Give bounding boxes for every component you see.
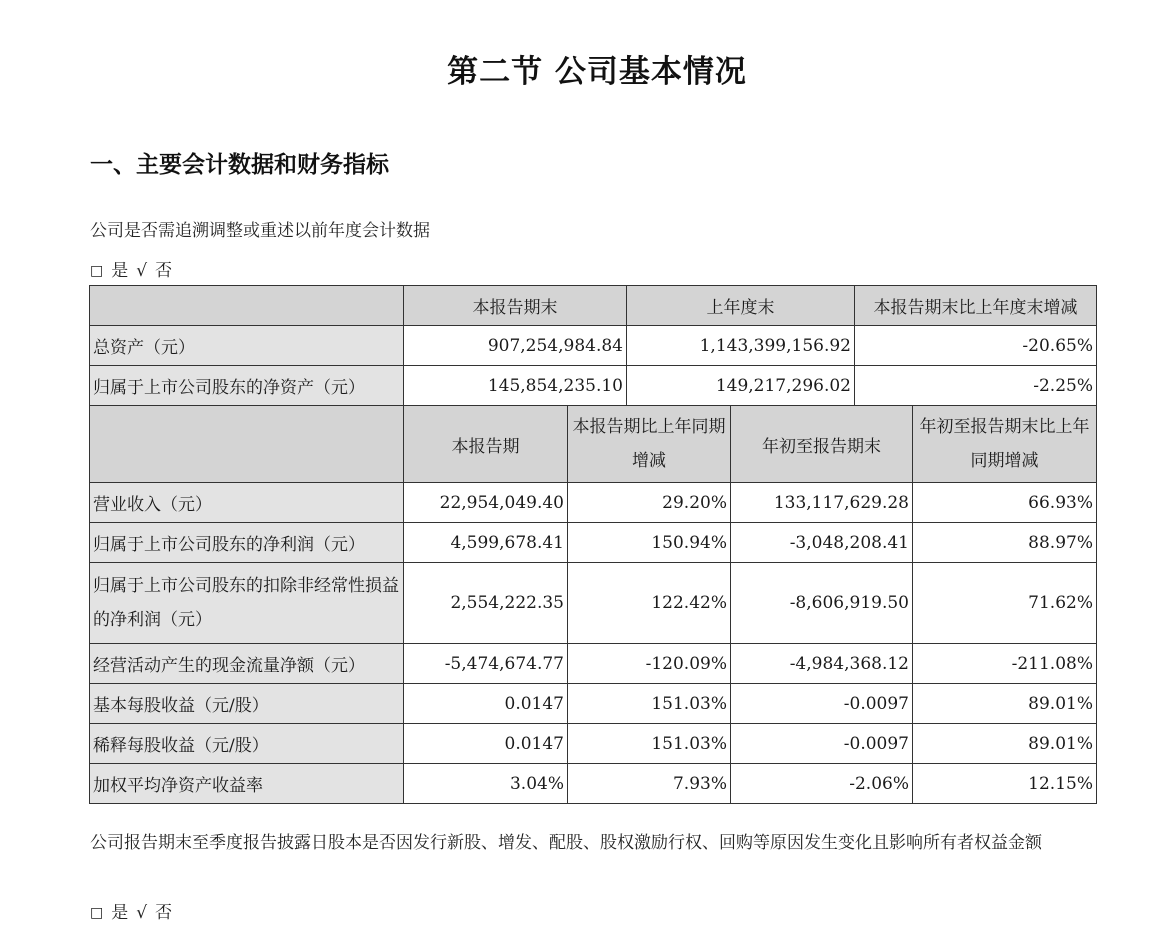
header-blank: [90, 286, 404, 326]
row-label: 归属于上市公司股东的扣除非经常性损益的净利润（元）: [90, 563, 404, 644]
cell-value: -0.0097: [731, 684, 913, 724]
cell-value: 71.62%: [913, 563, 1097, 644]
header-current-period: 本报告期: [404, 406, 568, 483]
cell-value: 149,217,296.02: [627, 366, 855, 406]
option-yes-label: 是: [111, 261, 129, 281]
row-label: 归属于上市公司股东的净利润（元）: [90, 523, 404, 563]
header-period-end: 本报告期末: [404, 286, 627, 326]
cell-value: 3.04%: [404, 764, 568, 804]
restatement-options: [90, 256, 180, 281]
header-ytd-yoy-change: 年初至报告期末比上年同期增减: [913, 406, 1097, 483]
checkbox-empty-icon: □: [90, 905, 104, 921]
table-row: [90, 483, 1097, 523]
row-label: 稀释每股收益（元/股）: [90, 724, 404, 764]
period-header-row: [90, 406, 1097, 483]
cell-value: 29.20%: [568, 483, 731, 523]
cell-value: 0.0147: [404, 684, 568, 724]
cell-value: -20.65%: [855, 326, 1097, 366]
share-capital-change-options: [90, 898, 180, 923]
cell-value: 122.42%: [568, 563, 731, 644]
row-label: 加权平均净资产收益率: [90, 764, 404, 804]
cell-value: 151.03%: [568, 724, 731, 764]
cell-value: 2,554,222.35: [404, 563, 568, 644]
row-label: 归属于上市公司股东的净资产（元）: [90, 366, 404, 406]
header-ytd: 年初至报告期末: [731, 406, 913, 483]
cell-value: -211.08%: [913, 644, 1097, 684]
cell-value: -5,474,674.77: [404, 644, 568, 684]
row-label: 营业收入（元）: [90, 483, 404, 523]
page-title: 第二节 公司基本情况: [447, 54, 747, 90]
table-row: [90, 684, 1097, 724]
cell-value: 66.93%: [913, 483, 1097, 523]
cell-value: -2.06%: [731, 764, 913, 804]
cell-value: 0.0147: [404, 724, 568, 764]
table-row: [90, 326, 1097, 366]
table-row: [90, 366, 1097, 406]
cell-value: 22,954,049.40: [404, 483, 568, 523]
financial-indicators-table: [89, 285, 1097, 804]
section-heading: 一、主要会计数据和财务指标: [90, 152, 389, 178]
row-label: 总资产（元）: [90, 326, 404, 366]
table-row: [90, 523, 1097, 563]
checkbox-empty-icon: □: [90, 263, 104, 279]
row-label: 经营活动产生的现金流量净额（元）: [90, 644, 404, 684]
cell-value: 151.03%: [568, 684, 731, 724]
cell-value: 145,854,235.10: [404, 366, 627, 406]
check-mark-icon: √: [136, 261, 148, 281]
cell-value: 12.15%: [913, 764, 1097, 804]
cell-value: 88.97%: [913, 523, 1097, 563]
cell-value: 907,254,984.84: [404, 326, 627, 366]
cell-value: -8,606,919.50: [731, 563, 913, 644]
header-yoy-change: 本报告期比上年同期增减: [568, 406, 731, 483]
restatement-question: 公司是否需追溯调整或重述以前年度会计数据: [90, 221, 430, 241]
cell-value: 4,599,678.41: [404, 523, 568, 563]
cell-value: -4,984,368.12: [731, 644, 913, 684]
header-blank: [90, 406, 404, 483]
option-no-label: 否: [155, 903, 173, 923]
cell-value: -0.0097: [731, 724, 913, 764]
balance-header-row: [90, 286, 1097, 326]
table-row: [90, 764, 1097, 804]
cell-value: 1,143,399,156.92: [627, 326, 855, 366]
share-capital-change-question: 公司报告期末至季度报告披露日股本是否因发行新股、增发、配股、股权激励行权、回购等原因发生变化且影响所有者权益金额: [90, 833, 1042, 853]
header-prior-year-end: 上年度末: [627, 286, 855, 326]
cell-value: 89.01%: [913, 684, 1097, 724]
option-yes-label: 是: [111, 903, 129, 923]
header-change-vs-prior-year-end: 本报告期末比上年度末增减: [855, 286, 1097, 326]
cell-value: 7.93%: [568, 764, 731, 804]
row-label: 基本每股收益（元/股）: [90, 684, 404, 724]
cell-value: -3,048,208.41: [731, 523, 913, 563]
cell-value: -120.09%: [568, 644, 731, 684]
table-row: [90, 644, 1097, 684]
cell-value: 133,117,629.28: [731, 483, 913, 523]
option-no-label: 否: [155, 261, 173, 281]
table-row: [90, 563, 1097, 644]
cell-value: 150.94%: [568, 523, 731, 563]
cell-value: 89.01%: [913, 724, 1097, 764]
table-row: [90, 724, 1097, 764]
cell-value: -2.25%: [855, 366, 1097, 406]
check-mark-icon: √: [136, 903, 148, 923]
